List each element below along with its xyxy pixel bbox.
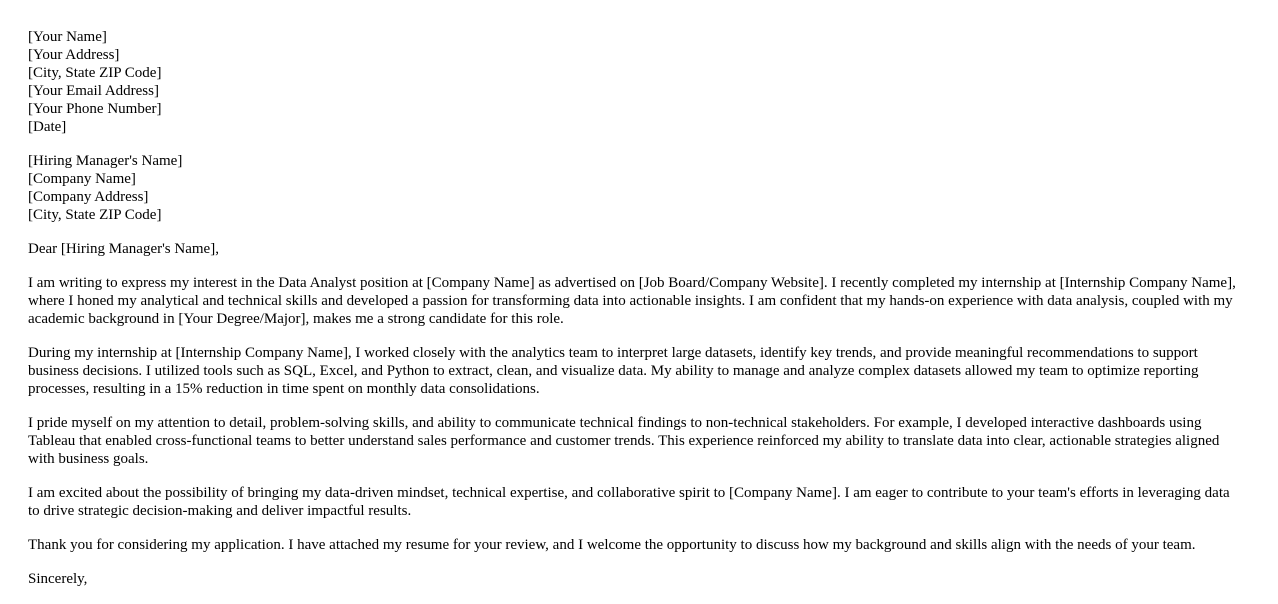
body-paragraph-intro: I am writing to express my interest in the Data Analyst position at [Company Name] as advertised on [Job Board/Company Website]. I recently completed my internship at [Internship Company Name], where I honed my analytical and technical skills and developed a passion for transforming data into actionable insights. I am confident that my hands-on experience with data analysis, coupled with my academic background in [Your Degree/Major], makes me a strong candidate for this role. [28, 275, 1236, 327]
body-paragraph-motivation: I am excited about the possibility of bringing my data-driven mindset, technical expertise, and collaborative spirit to [Company Name]. I am eager to contribute to your team's efforts in leveraging data to drive strategic decision-making and deliver impactful results. [28, 485, 1230, 519]
sender-name: [Your Name] [28, 29, 107, 45]
body-paragraph-skills: I pride myself on my attention to detail, problem-solving skills, and ability to communicate technical findings to non-technical stakeholders. For example, I developed interactive dashboards using Tableau that enabled cross-functional teams to better understand sales performance and customer trends. This experience reinforced my ability to translate data into clear, actionable strategies aligned with business goals. [28, 415, 1220, 467]
sender-phone: [Your Phone Number] [28, 101, 162, 117]
recipient-company-address: [Company Address] [28, 189, 149, 205]
sender-email: [Your Email Address] [28, 83, 159, 99]
recipient-city-state-zip: [City, State ZIP Code] [28, 207, 162, 223]
body-paragraph-internship: During my internship at [Internship Company Name], I worked closely with the analytics team to interpret large datasets, identify key trends, and provide meaningful recommendations to support business decisions. I utilized tools such as SQL, Excel, and Python to extract, clean, and visualize data. My ability to manage and analyze complex datasets allowed my team to optimize reporting processes, resulting in a 15% reduction in time spent on monthly data consolidations. [28, 345, 1199, 397]
letter-date: [Date] [28, 119, 67, 135]
body-paragraph-thanks: Thank you for considering my application. I have attached my resume for your review, and I welcome the opportunity to discuss how my background and skills align with the needs of your team. [28, 537, 1196, 553]
sender-address: [Your Address] [28, 47, 120, 63]
recipient-manager-name: [Hiring Manager's Name] [28, 153, 183, 169]
recipient-company-name: [Company Name] [28, 171, 136, 187]
recipient-address-block [28, 152, 1242, 224]
salutation: Dear [Hiring Manager's Name], [28, 241, 219, 257]
cover-letter-document [28, 28, 1242, 604]
closing: Sincerely, [28, 571, 88, 587]
sender-city-state-zip: [City, State ZIP Code] [28, 65, 162, 81]
sender-address-block [28, 28, 1242, 136]
